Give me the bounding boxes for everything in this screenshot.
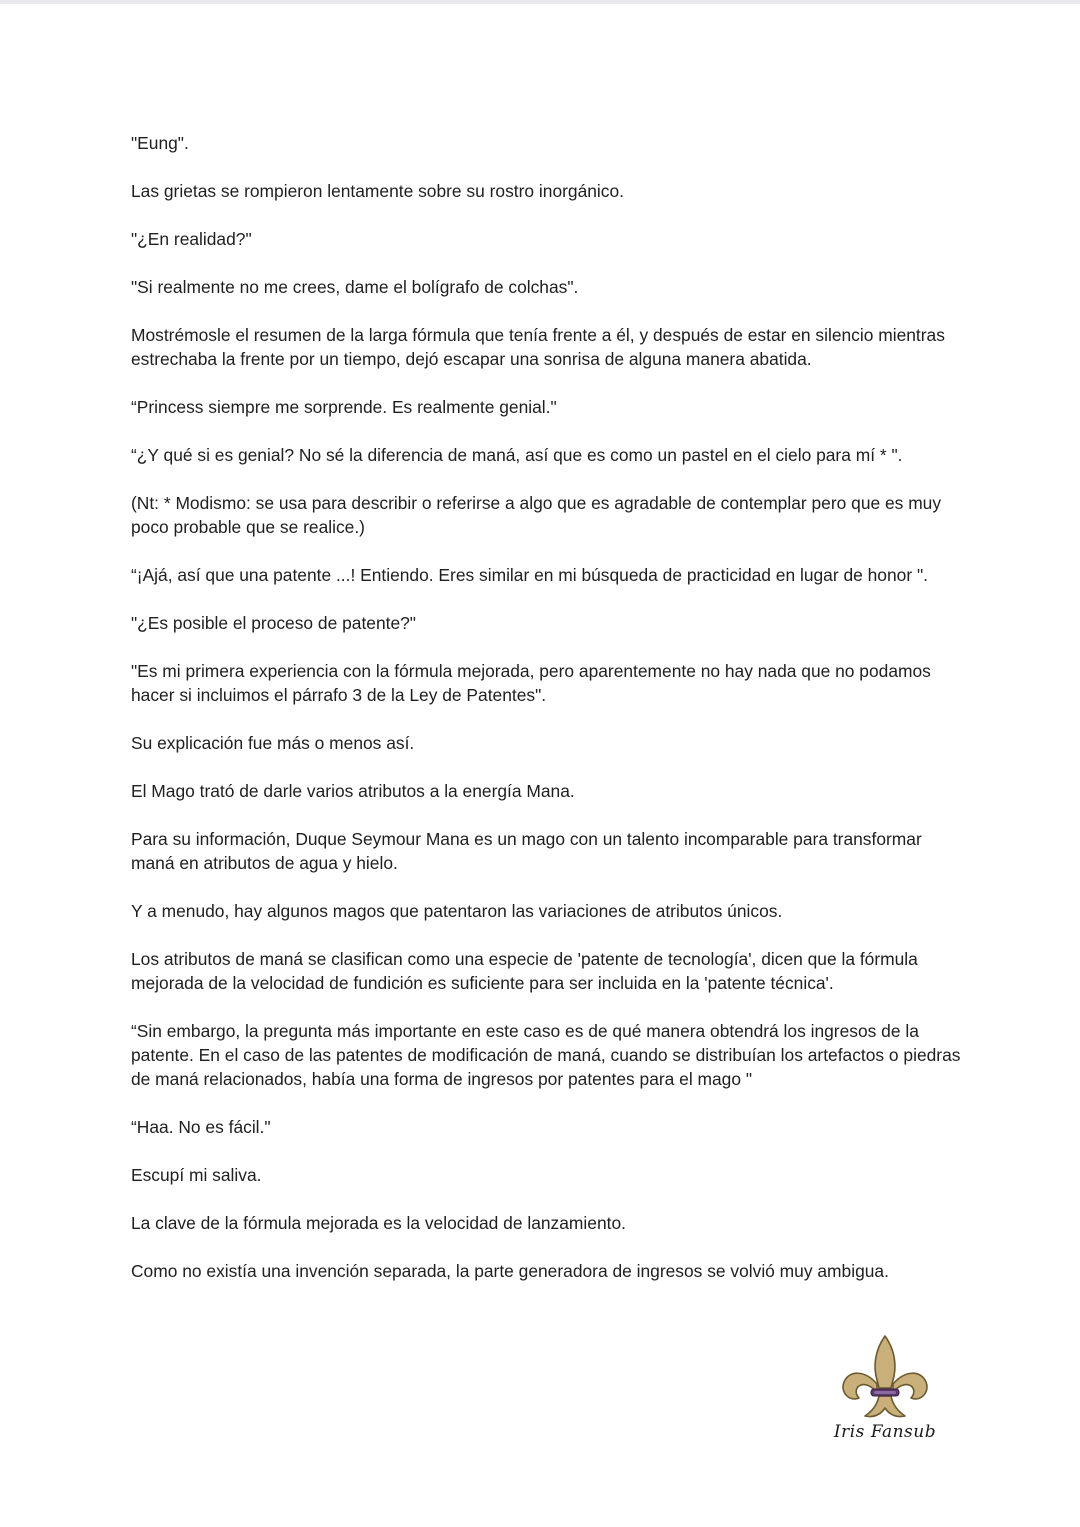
paragraph: La clave de la fórmula mejorada es la velocidad de lanzamiento. [131,1213,626,1233]
paragraph: Mostrémosle el resumen de la larga fórmula que tenía frente a él, y después de estar en silencio mientras estrechaba la frente por un tiempo, dejó escapar una sonrisa de alguna manera abatida. [131,325,945,369]
paragraph: "Es mi primera experiencia con la fórmula mejorada, pero aparentemente no hay nada que no podamos hacer si incluimos el párrafo 3 de la Ley de Patentes". [131,661,931,705]
document-body [131,131,961,1307]
paragraph: “¡Ajá, así que una patente ...! Entiendo. Eres similar en mi búsqueda de practicidad en lugar de honor ". [131,565,928,585]
paragraph: Las grietas se rompieron lentamente sobre su rostro inorgánico. [131,181,624,201]
paragraph: Escupí mi saliva. [131,1165,262,1185]
paragraph: Su explicación fue más o menos así. [131,733,415,753]
paragraph: "Eung". [131,133,189,153]
paragraph: “Princess siempre me sorprende. Es realmente genial." [131,397,557,417]
paragraph: “Sin embargo, la pregunta más importante en este caso es de qué manera obtendrá los ingresos de la patente. En el caso de las patentes de modificación de maná, cuando se distribuían los artefactos o piedras de maná relacionados, había una forma de ingresos por patentes para el mago " [131,1021,961,1089]
iris-fansub-logo [830,1332,940,1452]
paragraph: "Si realmente no me crees, dame el bolígrafo de colchas". [131,277,579,297]
logo-text: Iris Fansub [833,1422,937,1442]
paragraph: (Nt: * Modismo: se usa para describir o referirse a algo que es agradable de contemplar pero que es muy poco probable que se realice.) [131,493,942,537]
top-divider [0,0,1080,4]
fleur-de-lis-icon [835,1332,935,1424]
paragraph: “¿Y qué si es genial? No sé la diferencia de maná, así que es como un pastel en el cielo para mí * ". [131,445,903,465]
paragraph: Y a menudo, hay algunos magos que patentaron las variaciones de atributos únicos. [131,901,783,921]
paragraph: Como no existía una invención separada, la parte generadora de ingresos se volvió muy ambigua. [131,1261,889,1281]
paragraph: Los atributos de maná se clasifican como una especie de 'patente de tecnología', dicen que la fórmula mejorada de la velocidad de fundición es suficiente para ser incluida en la 'patente técnica'. [131,949,918,993]
paragraph: Para su información, Duque Seymour Mana es un mago con un talento incomparable para transformar maná en atributos de agua y hielo. [131,829,922,873]
paragraph: El Mago trató de darle varios atributos a la energía Mana. [131,781,575,801]
paragraph: “Haa. No es fácil." [131,1117,271,1137]
paragraph: "¿Es posible el proceso de patente?" [131,613,416,633]
paragraph: "¿En realidad?" [131,229,252,249]
